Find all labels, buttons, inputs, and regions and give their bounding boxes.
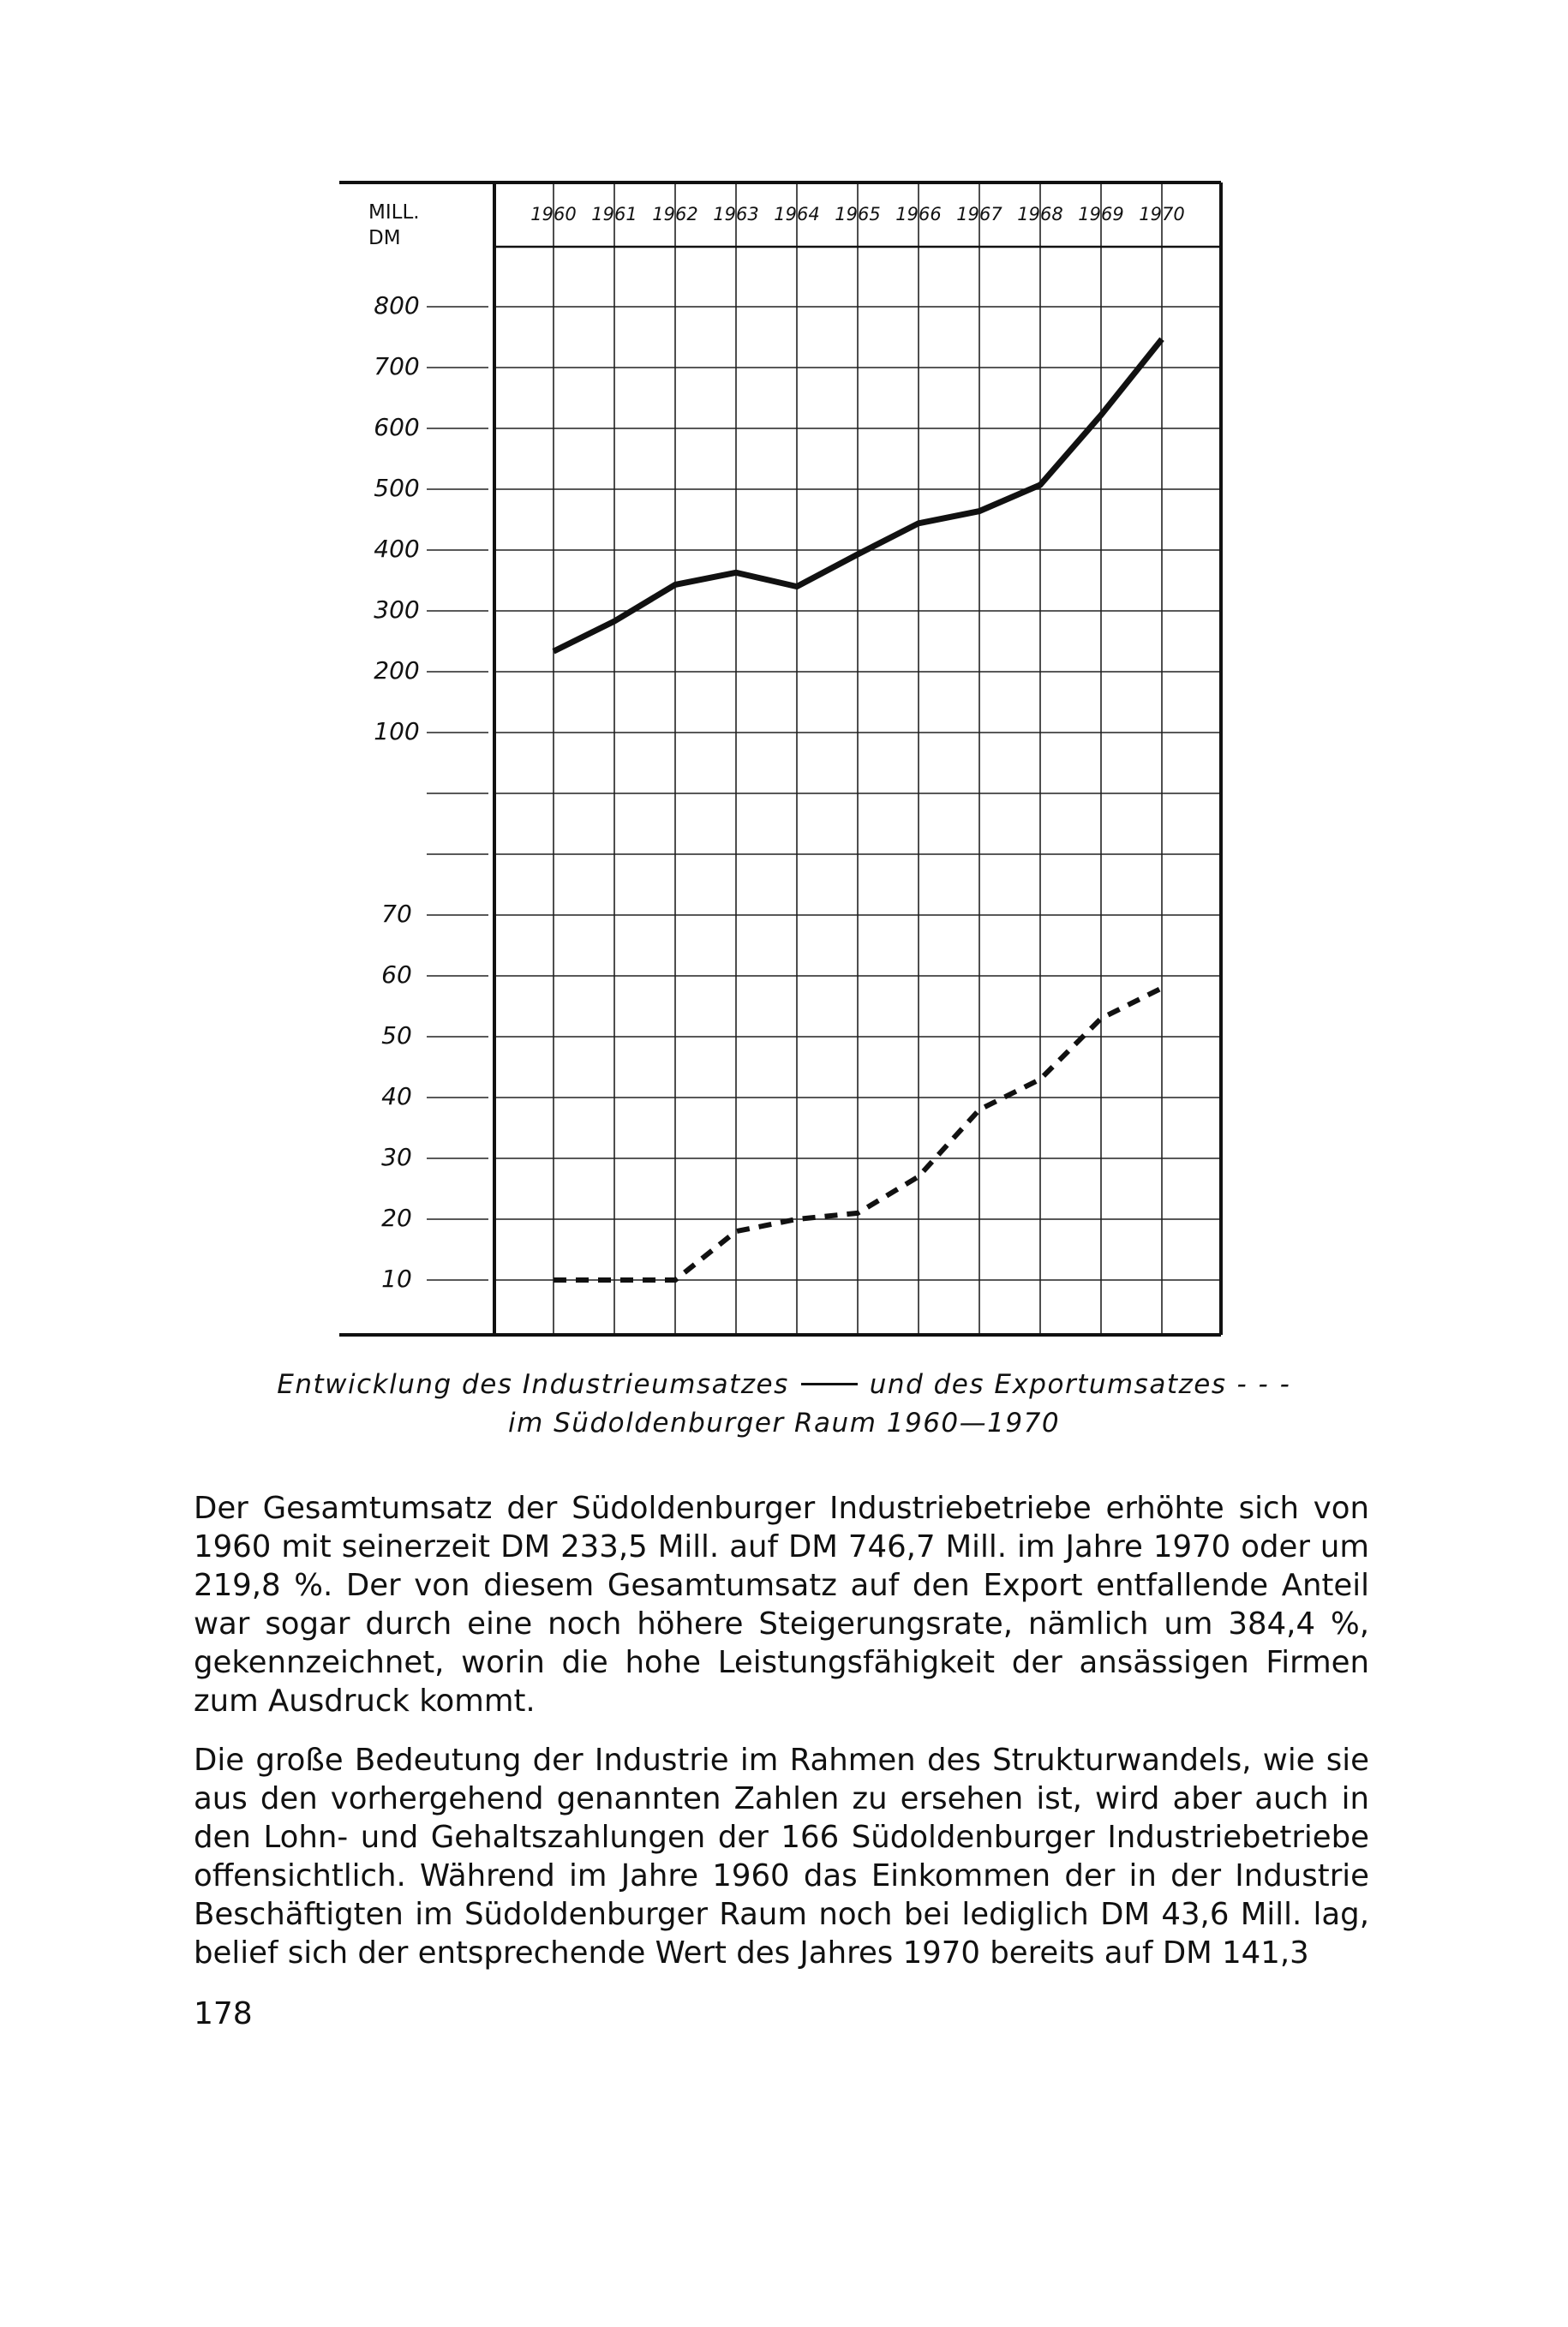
- y-tick-label: 800: [374, 291, 420, 320]
- y-tick-label: 70: [381, 900, 412, 928]
- y-tick-label: 20: [381, 1204, 412, 1232]
- x-tick-label: 1970: [1139, 204, 1185, 224]
- x-tick-label: 1961: [591, 204, 637, 224]
- page-number: 178: [194, 1996, 253, 2031]
- x-tick-label: 1969: [1078, 204, 1124, 224]
- y-tick-label: 300: [374, 595, 420, 624]
- legend-dashed-line: - - -: [1236, 1369, 1291, 1400]
- chart-frame: [339, 182, 1221, 1335]
- body-paragraph-2: Die große Bedeutung der Industrie im Rahmen des Strukturwandels, wie sie aus den vorhergehend genannten Zahlen zu ersehen ist, wird aber auch in den Lohn- und Gehaltszahlungen der 166 Südoldenburger Industriebetriebe offensichtlich. Während im Jahre 1960 das Einkommen der in der Industrie Beschäftigten im Südoldenburger Raum noch bei lediglich DM 43,6 Mill. lag, belief sich der entsprechende Wert des Jahres 1970 bereits auf DM 141,3: [194, 1743, 1369, 1971]
- y-tick-label: 30: [381, 1143, 412, 1171]
- unit-label: MILL.: [368, 201, 420, 224]
- y-tick-label: 40: [381, 1082, 412, 1110]
- x-axis-labels: [530, 204, 1184, 224]
- unit-label: DM: [368, 227, 401, 249]
- x-tick-label: 1965: [835, 204, 881, 224]
- legend-solid-line: [801, 1383, 858, 1385]
- x-tick-label: 1968: [1017, 204, 1063, 224]
- x-tick-label: 1967: [956, 204, 1002, 224]
- chart-grid: [427, 182, 1221, 1335]
- y-tick-label: 600: [374, 413, 420, 441]
- x-tick-label: 1960: [530, 204, 577, 224]
- y-tick-label: 500: [374, 474, 420, 502]
- y-tick-label: 60: [381, 960, 412, 989]
- y-tick-label: 50: [381, 1021, 412, 1050]
- x-tick-label: 1962: [652, 204, 698, 224]
- y-tick-label: 200: [374, 656, 420, 685]
- y-tick-label: 100: [374, 717, 420, 745]
- figure-caption-line-1: [0, 1369, 1568, 1400]
- figure-caption-line-2: im Südoldenburger Raum 1960—1970: [507, 1408, 1061, 1439]
- x-tick-label: 1964: [774, 204, 820, 224]
- body-paragraph-1: Der Gesamtumsatz der Südoldenburger Industriebetriebe erhöhte sich von 1960 mit seinerzeit DM 233,5 Mill. auf DM 746,7 Mill. im Jahre 1970 oder um 219,8 %. Der von diesem Gesamtumsatz auf den Export entfallende Anteil war sogar durch eine noch höhere Steigerungsrate, nämlich um 384,4 %, gekennzeichnet, worin die hohe Leistungsfähigkeit der ansässigen Firmen zum Ausdruck kommt.: [194, 1491, 1369, 1719]
- x-tick-label: 1966: [895, 204, 942, 224]
- y-axis-labels: [368, 201, 420, 1293]
- caption-export-text: und des Exportumsatzes: [869, 1369, 1227, 1400]
- x-tick-label: 1963: [713, 204, 759, 224]
- y-tick-label: 10: [381, 1265, 412, 1293]
- y-tick-label: 700: [374, 352, 420, 380]
- caption-industry-text: Entwicklung des Industrieumsatzes: [277, 1369, 789, 1400]
- y-tick-label: 400: [374, 535, 420, 563]
